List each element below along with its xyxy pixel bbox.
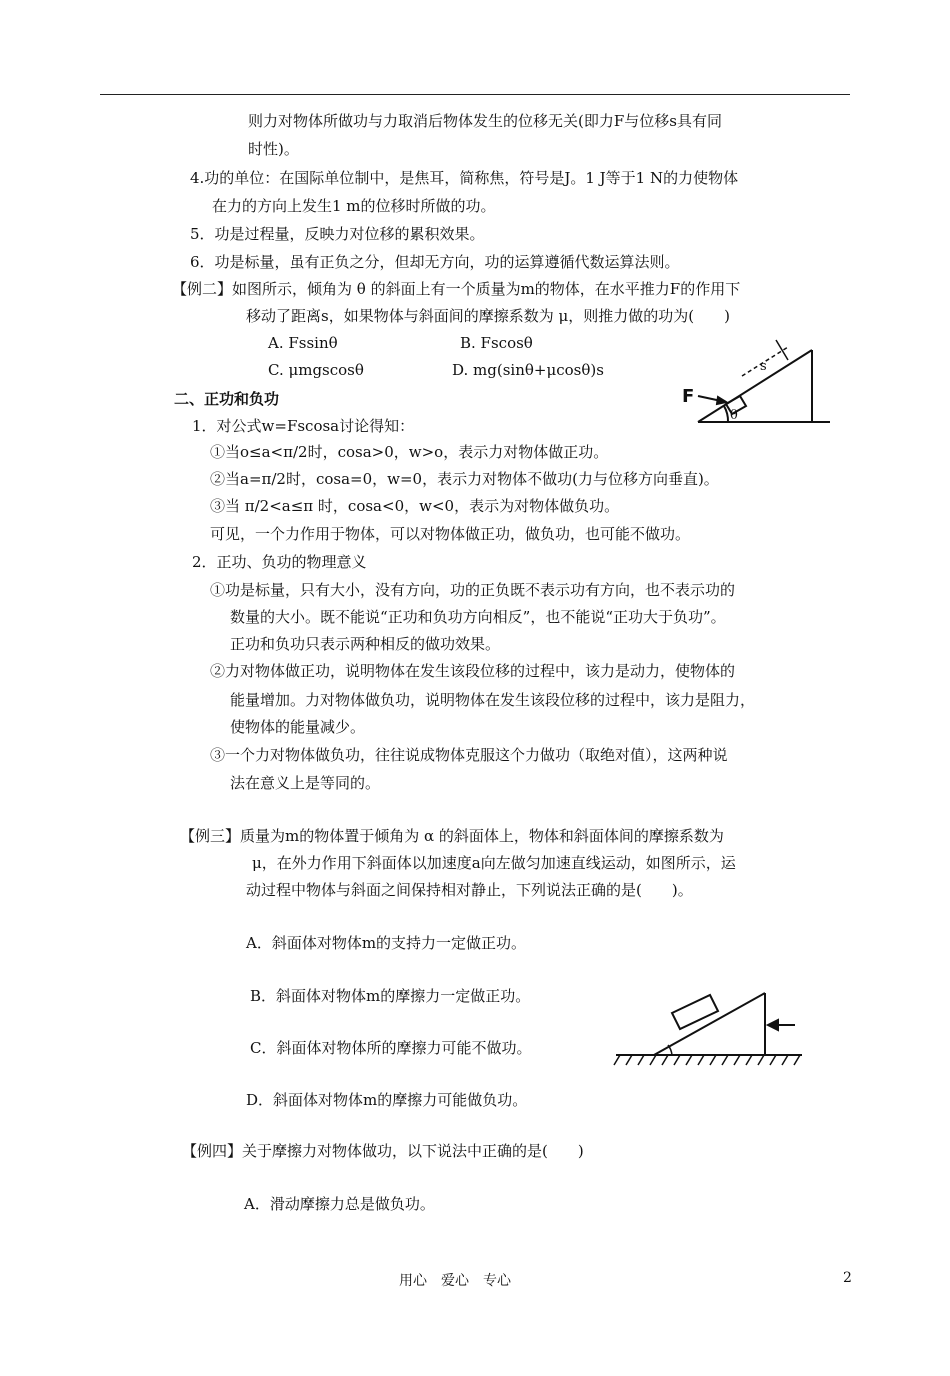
text-line: ①功是标量，只有大小，没有方向，功的正负既不表示功有方向，也不表示功的 <box>210 581 736 599</box>
text-line: 时性)。 <box>248 140 299 158</box>
incline-force-diagram <box>680 330 835 430</box>
angle-label: θ <box>730 408 738 423</box>
example-2-heading: 【例二】如图所示，倾角为 θ 的斜面上有一个质量为m的物体，在水平推力F的作用下 <box>172 280 741 298</box>
text-line: 使物体的能量减少。 <box>230 718 366 736</box>
text-line: 移动了距离s，如果物体与斜面间的摩擦系数为 μ，则推力做的功为( ) <box>246 307 730 325</box>
text-line: 4.功的单位：在国际单位制中，是焦耳，简称焦，符号是J。1 J等于1 N的力使物体 <box>190 169 739 187</box>
option-c: C. μmgscosθ <box>268 361 364 379</box>
text-line: ②力对物体做正功，说明物体在发生该段位移的过程中，该力是动力，使物体的 <box>210 662 736 680</box>
text-line: 在力的方向上发生1 m的位移时所做的功。 <box>212 197 496 215</box>
force-label: F <box>682 386 695 407</box>
option-d: D. mg(sinθ+μcosθ)s <box>452 361 604 379</box>
page-number: 2 <box>843 1270 852 1286</box>
option-d: D．斜面体对物体m的摩擦力可能做负功。 <box>246 1091 528 1109</box>
text-line: μ，在外力作用下斜面体以加速度a向左做匀加速直线运动，如图所示，运 <box>252 854 736 872</box>
option-a: A．斜面体对物体m的支持力一定做正功。 <box>246 934 527 952</box>
option-a: A．滑动摩擦力总是做负功。 <box>244 1195 435 1213</box>
text-line: 动过程中物体与斜面之间保持相对静止，下列说法正确的是( )。 <box>246 881 693 899</box>
text-line: ②当a=π/2时，cosa=0，w=0，表示力对物体不做功(力与位移方向垂直)。 <box>210 470 719 488</box>
text-line: ③当 π/2<a≤π 时，cosa<0，w<0，表示为对物体做负功。 <box>210 497 620 515</box>
text-line: 则力对物体所做功与力取消后物体发生的位移无关(即力F与位移s具有同 <box>248 112 722 130</box>
text-line: 6．功是标量，虽有正负之分，但却无方向，功的运算遵循代数运算法则。 <box>190 253 680 271</box>
text-line: 正功和负功只表示两种相反的做功效果。 <box>230 635 501 653</box>
distance-label: s <box>760 359 767 374</box>
text-line: 2．正功、负功的物理意义 <box>192 553 367 571</box>
text-line: ①当o≤a<π/2时，cosa>0，w>o，表示力对物体做正功。 <box>210 443 609 461</box>
text-line: ③一个力对物体做负功，往往说成物体克服这个力做功（取绝对值），这两种说 <box>210 746 728 764</box>
text-line: 5．功是过程量，反映力对位移的累积效果。 <box>190 225 485 243</box>
text-line: 数量的大小。既不能说“正功和负功方向相反”，也不能说“正功大于负功”。 <box>230 608 726 626</box>
option-b: B. Fscosθ <box>460 334 533 352</box>
option-b: B．斜面体对物体m的摩擦力一定做正功。 <box>250 987 531 1005</box>
text-line: 法在意义上是等同的。 <box>230 774 381 792</box>
text-line: 可见，一个力作用于物体，可以对物体做正功，做负功，也可能不做功。 <box>210 525 691 543</box>
option-a: A. Fssinθ <box>268 334 338 352</box>
example-3-heading: 【例三】质量为m的物体置于倾角为 α 的斜面体上，物体和斜面体间的摩擦系数为 <box>180 827 724 845</box>
header-rule <box>100 94 850 95</box>
example-4-heading: 【例四】关于摩擦力对物体做功，以下说法中正确的是( ) <box>182 1142 584 1160</box>
wedge-block-diagram <box>610 985 805 1075</box>
option-c: C．斜面体对物体所的摩擦力可能不做功。 <box>250 1039 532 1057</box>
text-line: 1．对公式w=Fscosa讨论得知： <box>192 417 415 435</box>
section-heading: 二、正功和负功 <box>174 390 280 408</box>
footer-slogan: 用心 爱心 专心 <box>399 1273 511 1289</box>
text-line: 能量增加。力对物体做负功，说明物体在发生该段位移的过程中，该力是阻力， <box>230 691 756 709</box>
